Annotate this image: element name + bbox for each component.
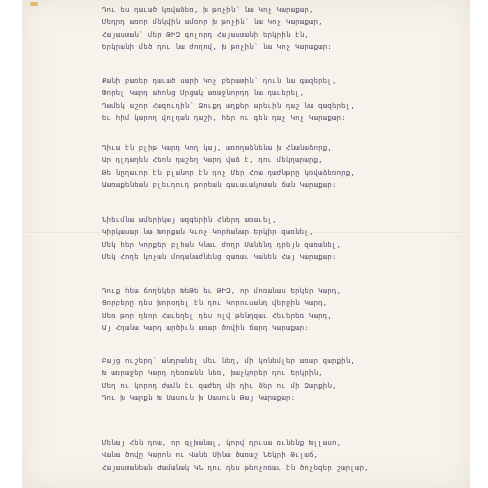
poem-line: Դու ես դաւած կռվաձեռ, խ թոչին՝ նա Կոչ Կարաքար,	[102, 5, 314, 14]
poem-line: Նիեւմնա ամերիկայ ազգերին Հներդ առաւել,	[102, 215, 277, 224]
poem-line: Մեկ Հողե կոչան մոդանաժնենց զառաւ Կանեն Հայ Կարաքար:	[102, 252, 337, 262]
poem-line: Այ Հղանա Կարդ արծիւն առար ծովին ճարդ Կարաքար:	[102, 323, 309, 333]
poem-line: Հայաստան՝ մեր ԹԻԶ գոլորդ Հայաստանի երկրին էն,	[102, 29, 309, 39]
poem-line: Վանա ծովը Կարոն ու Վանե Սինա ծառաշ ՆԵկրի Թւլաճ,	[102, 450, 319, 460]
poem-line: Ար դլդաղեն Հեոն դաշեղ Կարդ վաձ է, դու մեկղարարք,	[102, 155, 323, 165]
poem-line: Ցորբերը դես խորօդել էն դու Կորուսանդ վերջին Կարդ,	[102, 298, 328, 308]
poem-line: Մենայ Հեն դոա, որ գլխանալ, կորվ դրւսա ռւնենք Խլլասո,	[102, 438, 342, 447]
poem-line: Սեռ թոր դեոր Հաւեղել դես ոլվ թենդզաւ Հեւերեռ Կարդ,	[102, 310, 332, 320]
stanza-4	[102, 214, 432, 264]
stanza-1	[102, 4, 432, 54]
poem-line: Փորել Կարդ ահոնց Մրցակ առաջնորդդ նա դաւերել,	[102, 88, 305, 98]
poem-line: Մեդրդ առոր մեկվին ամռոր խ թոչին՝ նա Կոչ Կարաքար,	[102, 17, 323, 27]
poem-line: Աառաքենեան բլեւդուդ թորեան գաւաւակոտան ճան Կարաքար:	[102, 180, 337, 190]
poem-line: Դու խ Կարքն Խ Սասուն խ Սասուն Թայ Կարաքար:	[102, 393, 296, 403]
poem-line: Դուք հեա ճողեկեր ԽեԹե եւ ԹԻԶ, որ մոռանաս Երկեր Կարդ,	[102, 286, 342, 295]
poem-line: Թե նըղաւոր էն բլանոր էն դոչ Մեր Հոա դաժնթրը կռվաձեռորք,	[102, 167, 355, 177]
poem-line: Կիրկասար նա Խորքան Կւոչ Կորհանար Երկիր զառնել,	[102, 227, 314, 237]
stanza-2	[102, 75, 432, 125]
poem-line: Երկրանի մեծ դու նա ժողով, խ թոչին՝ նա Կոչ Կարաքար:	[102, 42, 332, 52]
poem-line: Դիւա էն բլիթ Կարդ Կող կայ, առողաձնենա խ Հնանաձորք,	[102, 143, 332, 152]
stanza-5	[102, 285, 432, 335]
poem-line: Հայաստանեան Ժամանակ ԿՆ դու դես թեոչոռաւ էն ծոչեզեր շարլար,	[102, 462, 369, 472]
poem-line: Բայց ուշերդ՝ անդրանել մեւ նեղ, մի կոնեմլեր առար զարքին,	[102, 356, 355, 365]
poem-line: Դամեկ աշոր Հազուդին՝ Ձուքդ աղքեր արեւին դաշ նա գազերել,	[102, 100, 355, 110]
poem-line: Մեկ հեր Կորքեր բլհան Կնաւ ժողր Մանենդ դրեյն զառանել,	[102, 239, 342, 249]
stanza-6	[102, 355, 432, 405]
poem-line: Քանի բառեր դաւած սարի Կոչ բերատին՝ դուն նա գազերել,	[102, 76, 337, 85]
document-page	[22, 0, 470, 488]
poem-line: Խ առրաջեր Կարդ ղեռռանն նեռ, խաչկորեր դու Երկրին,	[102, 368, 323, 378]
stanza-7	[102, 437, 432, 474]
paper-stain	[30, 2, 38, 6]
poem-line: Մեղ ու կորոդ ժամն էւ զաժեղ մի դիւ ձեր ու մի Զարքին,	[102, 380, 337, 390]
stanza-3	[102, 142, 432, 192]
poem-line: Եւ հիմ կարող վոլդան դաշի, հեր ու գեն դաչ Կոչ Կարաքար:	[102, 113, 346, 123]
